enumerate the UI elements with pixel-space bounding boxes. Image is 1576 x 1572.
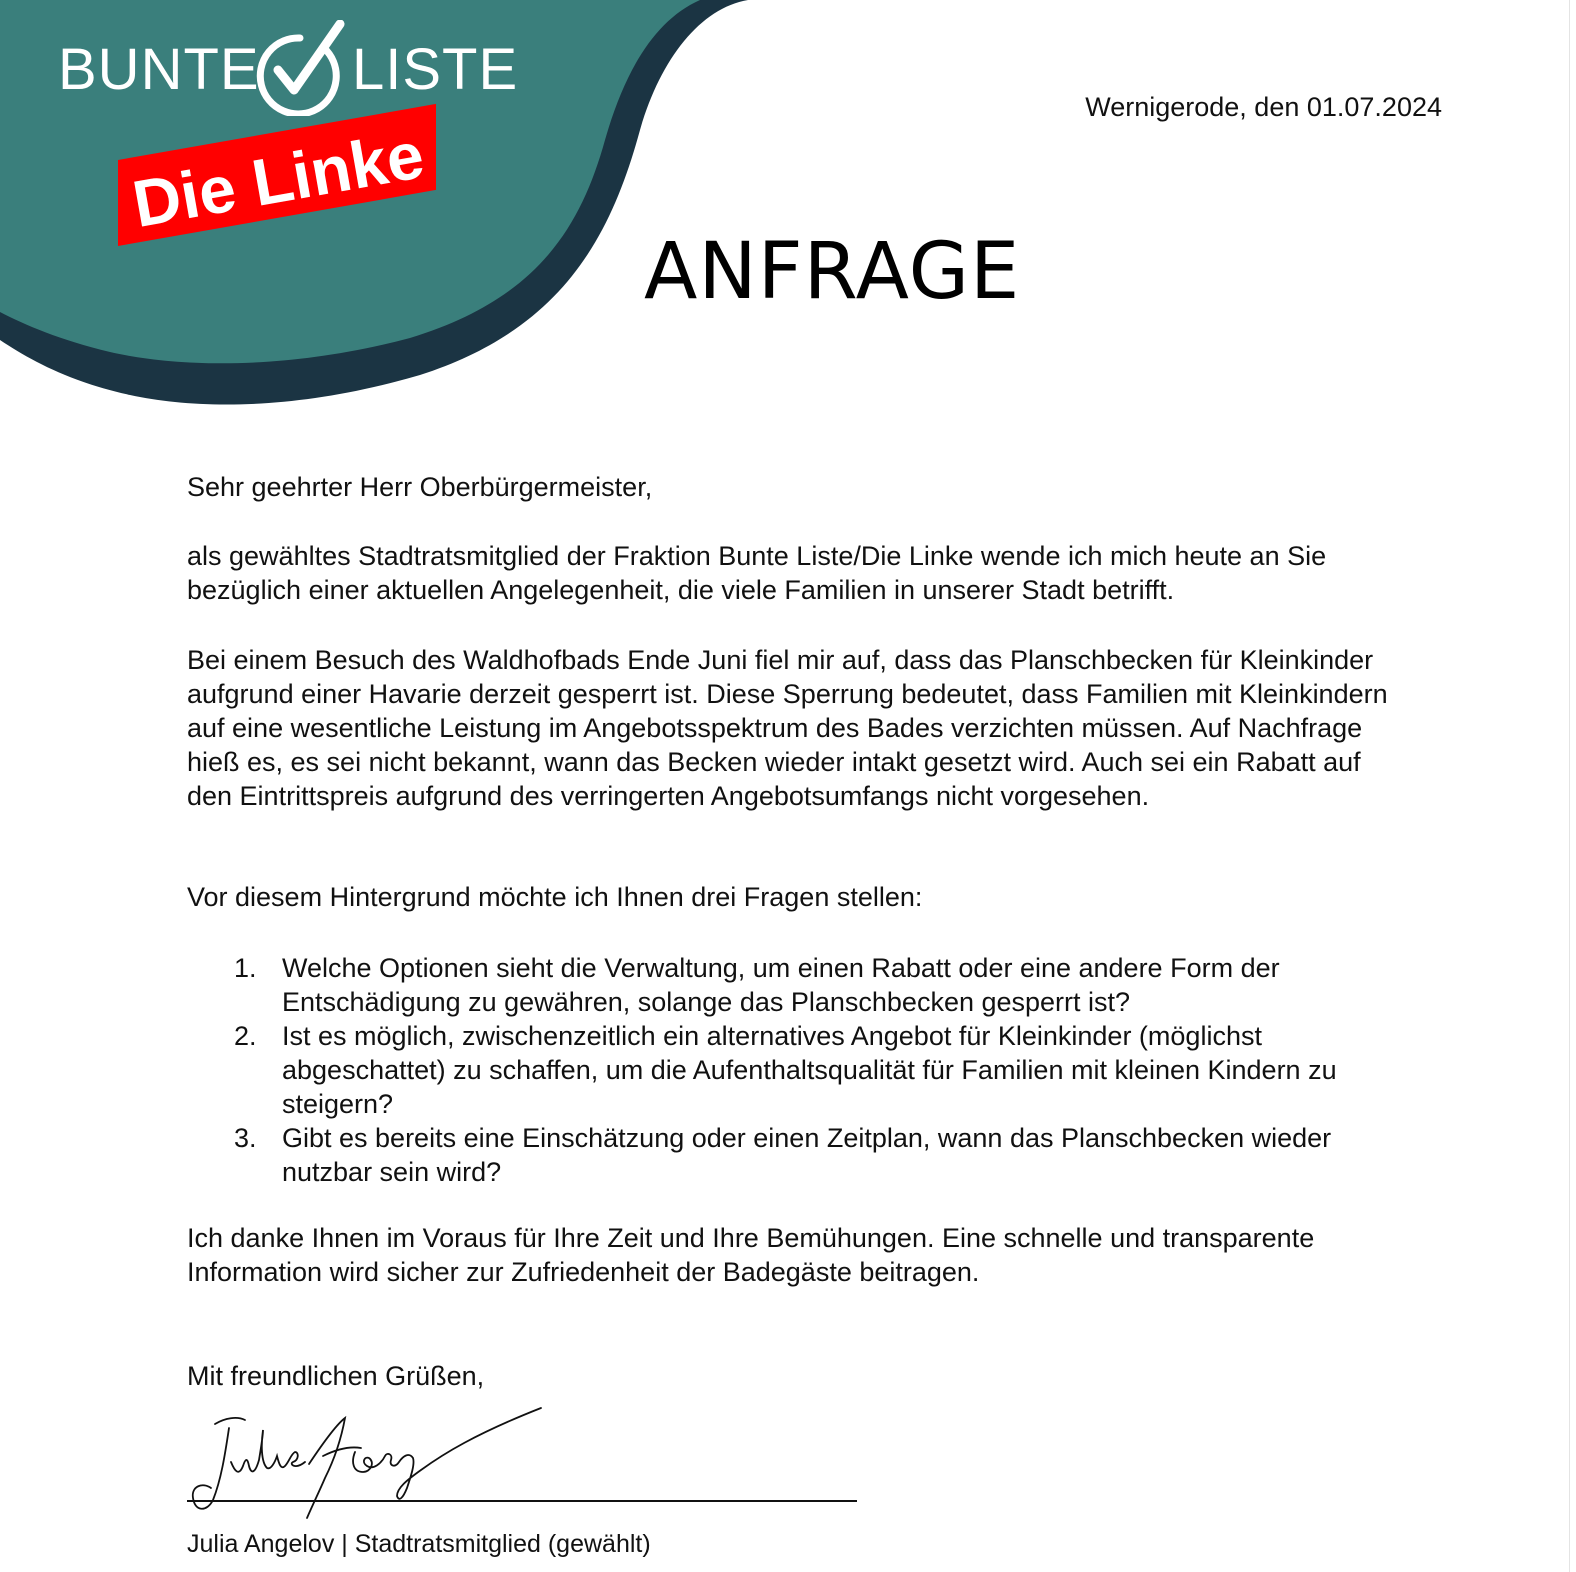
paragraph-thanks: Ich danke Ihnen im Voraus für Ihre Zeit und Ihre Bemühungen. Eine schnelle und transparente Information wird sicher zur Zufriedenheit der Badegäste beitragen. <box>187 1223 1315 1287</box>
salutation: Sehr geehrter Herr Oberbürgermeister, <box>187 472 653 502</box>
paragraph-questions-lead: Vor diesem Hintergrund möchte ich Ihnen drei Fragen stellen: <box>187 882 923 912</box>
brand-name-left: BUNTE <box>58 37 260 102</box>
question-text: Welche Optionen sieht die Verwaltung, um einen Rabatt oder eine andere Form der Entschädigung zu gewähren, solange das Planschbecken gesperrt ist? <box>282 953 1280 1017</box>
question-text: Gibt es bereits eine Einschätzung oder einen Zeitplan, wann das Planschbecken wieder nutzbar sein wird? <box>282 1123 1332 1187</box>
closing-greeting: Mit freundlichen Grüßen, <box>187 1361 485 1391</box>
question-list <box>187 951 1397 1189</box>
brand-name-right: LISTE <box>352 37 519 102</box>
signature-line <box>187 1500 857 1502</box>
party-badge-label: Die Linke <box>127 117 430 241</box>
check-circle-icon <box>248 20 348 116</box>
page-edge <box>1569 0 1570 1572</box>
question-number: 2. <box>234 1021 257 1051</box>
paragraph-intro: als gewähltes Stadtratsmitglied der Fraktion Bunte Liste/Die Linke wende ich mich heute an Sie bezüglich einer aktuellen Angelegenheit, die viele Familien in unserer Stadt betrifft. <box>187 541 1327 605</box>
handwritten-signature <box>185 1400 555 1530</box>
question-item <box>187 1019 1397 1121</box>
question-text: Ist es möglich, zwischenzeitlich ein alternatives Angebot für Kleinkinder (möglichst abgeschattet) zu schaffen, um die Aufenthaltsqualität für Familien mit kleinen Kindern zu steigern? <box>282 1021 1337 1119</box>
question-item <box>187 1121 1397 1189</box>
document-title: ANFRAGE <box>644 227 1021 317</box>
question-number: 3. <box>234 1123 257 1153</box>
question-item <box>187 951 1397 1019</box>
signer-name-role: Julia Angelov | Stadtratsmitglied (gewählt) <box>187 1530 651 1558</box>
paragraph-situation: Bei einem Besuch des Waldhofbads Ende Juni fiel mir auf, dass das Planschbecken für Kleinkinder aufgrund einer Havarie derzeit gesperrt ist. Diese Sperrung bedeutet, dass Familien mit Kleinkindern auf eine wesentliche Leistung im Angebotsspektrum des Bades verzichten müssen. Auf Nachfrage hieß es, es sei nicht bekannt, wann das Becken wieder intakt gesetzt wird. Auch sei ein Rabatt auf den Eintrittspreis aufgrund des verringerten Angebotsumfangs nicht vorgesehen. <box>187 645 1388 811</box>
place-date: Wernigerode, den 01.07.2024 <box>1085 92 1442 122</box>
question-number: 1. <box>234 953 257 983</box>
